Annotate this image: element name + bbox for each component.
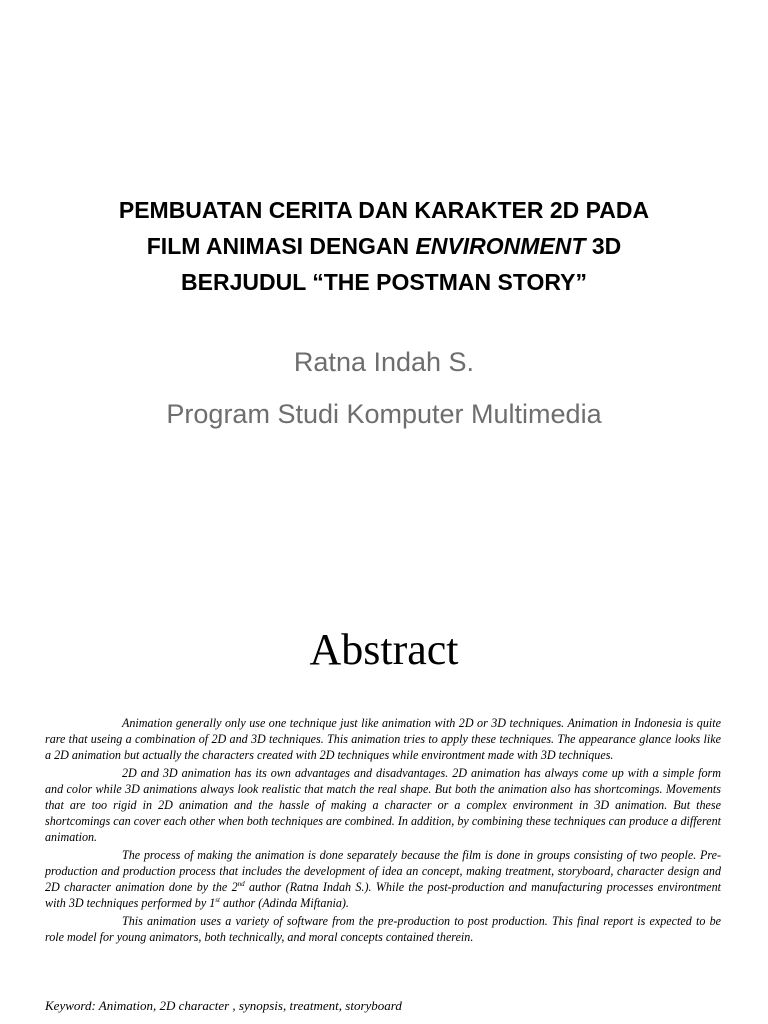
abstract-paragraph-3-part-b: author (Ratna Indah S.). While the post-production and manufacturing processes environtment with 3D techniques performed by 1 bbox=[45, 880, 721, 910]
author-affiliation: Program Studi Komputer Multimedia bbox=[166, 399, 602, 429]
title-line-2-prefix: FILM ANIMASI DENGAN bbox=[146, 233, 416, 259]
abstract-paragraph-4: This animation uses a variety of software from the pre-production to post production. This final report is expected to be role model for young animators, both technically, and moral concepts contained therein. bbox=[45, 914, 721, 944]
abstract-paragraph-1: Animation generally only use one technique just like animation with 2D or 3D techniques. Animation in Indonesia is quite rare that useing a combination of 2D and 3D techniques. This animation tries to apply these techniques. The appearance glance looks like a 2D animation but actually the characters created with 2D techniques while environtment made with 3D techniques. bbox=[45, 716, 721, 762]
keywords-line: Keyword: Animation, 2D character , synopsis, treatment, storyboard bbox=[45, 998, 402, 1013]
abstract-paragraph-3-part-c: author (Adinda Miftania). bbox=[219, 896, 349, 910]
author-name: Ratna Indah S. bbox=[293, 347, 475, 377]
title-line-2-suffix: 3D bbox=[585, 233, 622, 259]
title-line-1: PEMBUATAN CERITA DAN KARAKTER 2D PADA bbox=[118, 197, 650, 223]
title-emphasis: ENVIRONMENT bbox=[415, 233, 586, 259]
abstract-paragraph-2: 2D and 3D animation has its own advantages and disadvantages. 2D animation has always come up with a simple form and color while 3D animations always look realistic that match the real shape. But both the animation also has shortcomings. Movements that are too rigid in 2D animation and the hassle of making a character or a complex environment in 3D animation. But these shortcomings can cover each other when both techniques are combined. In addition, by combining these techniques can produce a different animation. bbox=[45, 766, 721, 844]
paper-title bbox=[0, 192, 768, 300]
ordinal-superscript-st: st bbox=[215, 895, 220, 904]
abstract-body bbox=[45, 715, 721, 947]
abstract-heading: Abstract bbox=[309, 625, 459, 674]
abstract-paragraph-3-part-a: The process of making the animation is done separately because the film is done in groups consisting of two people. Pre-production and production process that includes the development of idea an concept, making treatment, storyboard, character design and 2D character animation done by the 2 bbox=[45, 848, 721, 894]
title-line-2 bbox=[0, 228, 768, 264]
ordinal-superscript-nd: nd bbox=[237, 879, 245, 888]
abstract-paragraph-3 bbox=[45, 847, 721, 911]
author-block bbox=[0, 336, 768, 440]
title-line-3: BERJUDUL “THE POSTMAN STORY” bbox=[181, 269, 587, 295]
